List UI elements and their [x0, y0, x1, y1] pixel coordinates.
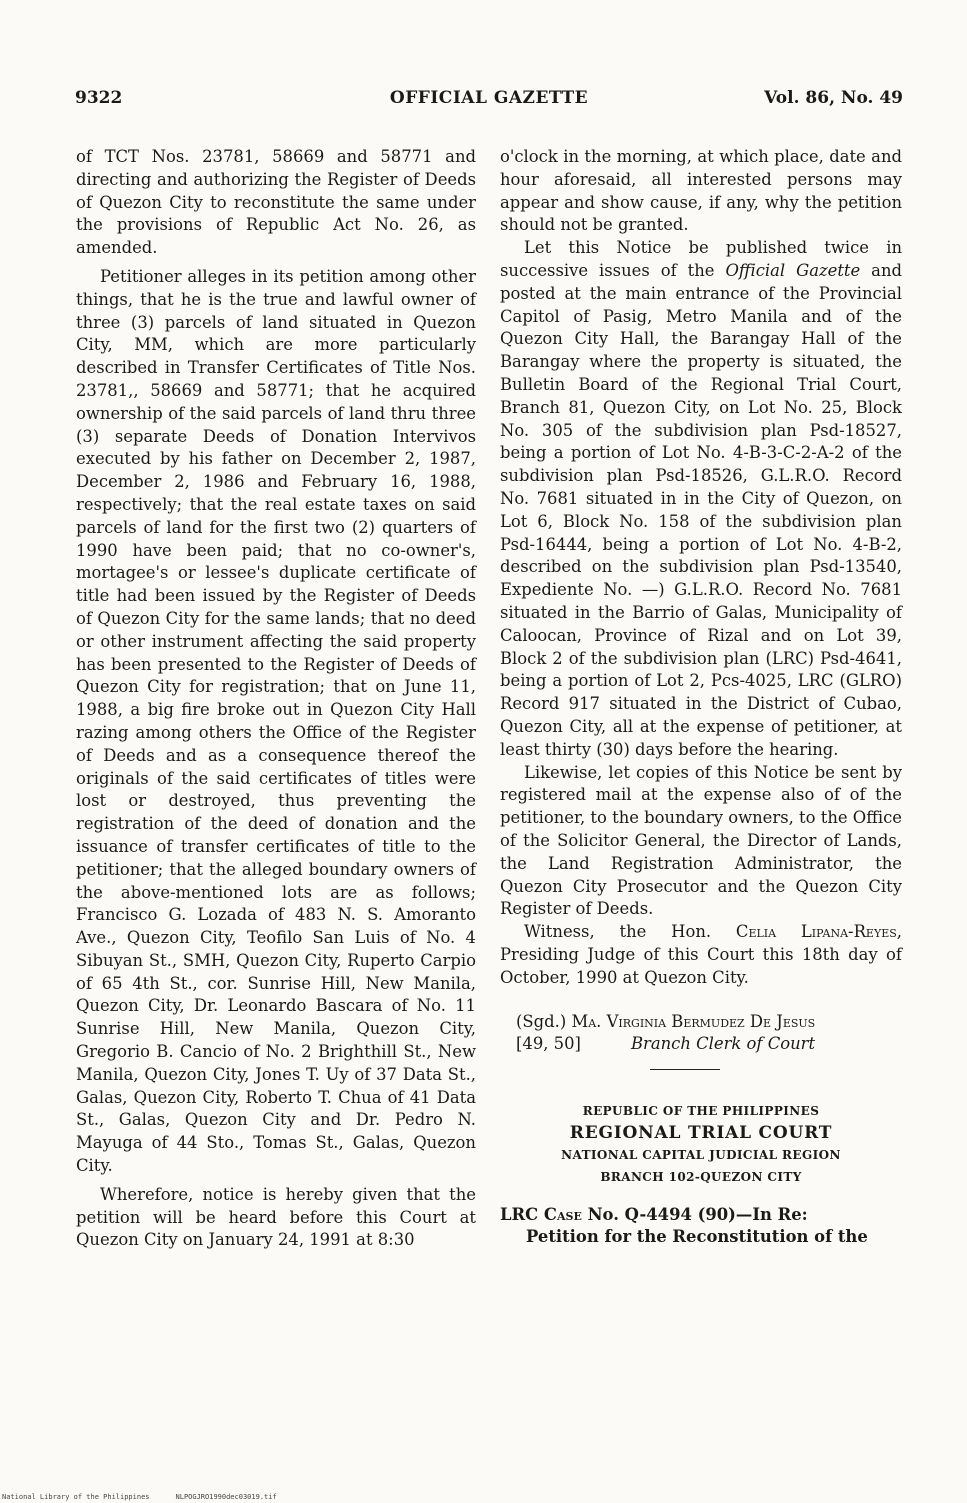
left-paragraph-3: Wherefore, notice is hereby given that the petition will be heard before this Court at Quezon City on January 24, 1991 at 8:30 — [76, 1184, 476, 1250]
issue-ref: [49, 50] — [516, 1034, 581, 1054]
court-heading-line-1: REPUBLIC OF THE PHILIPPINES — [582, 1104, 820, 1119]
section-divider — [650, 1069, 720, 1070]
publication-title: OFFICIAL GAZETTE — [389, 88, 589, 108]
clerk-name: Ma. Virginia Bermudez De Jesus — [571, 1012, 816, 1032]
left-paragraph-2: Petitioner alleges in its petition among other things, that he is the true and lawful owner of three (3) parcels of land situated in Quezon City, MM, which are more particularly described in Transfer Certificates of Title Nos. 23781,, 58669 and 58771; that he acquired ownership of the said parcels of land thru three (3) separate Deeds of Donation Intervivos executed by his father on December 2, 1987, December 2, 1986 and February 16, 1988, respectively; that the real estate taxes on said parcels of land for the first two (2) quarters of 1990 have been paid; that no co-owner's, mortagee's or lessee's duplicate certificate of title had been issued by the Register of Deeds of Quezon City for the same lands; that no deed or other instrument affecting the said property has been presented to the Register of Deeds of Quezon City for registration; that on June 11, 1988, a big fire broke out in Quezon City Hall razing among others the Office of the Register of Deeds and as a consequence thereof the originals of the said certificates of titles were lost or destroyed, thus preventing the registration of the deed of donation and the issuance of transfer certificates of title to the petitioner; that the alleged boundary owners of the above-mentioned lots are as follows; Francisco G. Lozada of 483 N. S. Amoranto Ave., Quezon City, Teofilo San Luis of No. 4 Sibuyan St., SMH, Quezon City, Ruperto Carpio of 65 4th St., cor. Sunrise Hill, New Manila, Quezon City, Dr. Leonardo Bascara of No. 11 Sunrise Hill, New Manila, Quezon City, Gregorio B. Cancio of No. 2 Brighthill St., New Manila, Quezon City, Jones T. Uy of 37 Data St., Galas, Quezon City, Roberto T. Chua of 41 Data St., Galas, Quezon City and Dr. Pedro N. Mayuga of 44 Sto., Tomas St., Galas, Quezon City. — [76, 266, 476, 1176]
right-paragraph-3: Likewise, let copies of this Notice be sent by registered mail at the expense also of of the petitioner, to the boundary owners, to the Office of the Solicitor General, the Director of Lands, the Land Registration Administrator, the Quezon City Prosecutor and the Quezon City Register of Deeds. — [500, 762, 902, 919]
volume-number: Vol. 86, No. 49 — [764, 88, 903, 108]
right-column — [500, 146, 902, 1248]
right-paragraph-1: o'clock in the morning, at which place, date and hour aforesaid, all interested persons may appear and show cause, if any, why the petition should not be granted. — [500, 147, 902, 235]
witness-text-a: Witness, the Hon. — [524, 922, 736, 942]
publication-text-b: and posted at the main entrance of the Provincial Capitol of Pasig, Metro Manila and of the Quezon City Hall, the Barangay Hall of the Barangay where the property is situated, the Bulletin Board of the Regional Trial Court, Branch 81, Quezon City, on Lot No. 25, Block No. 305 of the subdivision plan Psd-18527, being a portion of Lot No. 4-B-3-C-2-A-2 of the subdivision plan Psd-18526, G.L.R.O. Record No. 7681 situated in in the City of Quezon, on Lot 6, Block No. 158 of the subdivision plan Psd-16444, being a portion of Lot No. 4-B-2, described on the subdivision plan Psd-13540, Expediente No. —) G.L.R.O. Record No. 7681 situated in the Barrio of Galas, Municipality of Caloocan, Province of Rizal and on Lot 39, Block 2 of the subdivision plan (LRC) Psd-4641, being a portion of Lot 2, Pcs-4025, LRC (GLRO) Record 917 situated in the District of Cubao, Quezon City, all at the expense of petitioner, at least thirty (30) days before the hearing. — [500, 260, 903, 759]
file-id: NLPOGJRO1990dec03019.tif — [175, 1493, 277, 1501]
case-prefix: LRC — [500, 1205, 539, 1225]
page-number: 9322 — [75, 88, 123, 108]
right-paragraph-2 — [500, 237, 902, 761]
signed-mark: (Sgd.) — [516, 1012, 567, 1032]
gazette-name: Official Gazette — [725, 260, 861, 280]
court-heading-line-3: NATIONAL CAPITAL JUDICIAL REGION — [561, 1148, 841, 1163]
library-credit: National Library of the Philippines — [2, 1493, 150, 1501]
publication-text-a: Let this Notice be published twice in successive issues of the — [500, 238, 902, 280]
left-paragraph-1: of TCT Nos. 23781, 58669 and 58771 and directing and authorizing the Register of Deeds of Quezon City to reconstitute the same under the provisions of Republic Act No. 26, as amended. — [76, 147, 476, 258]
case-word: Case — [543, 1205, 582, 1225]
left-column — [76, 146, 476, 1252]
case-title-line: Petition for the Reconstitution of the — [526, 1227, 868, 1247]
right-paragraph-4 — [500, 921, 902, 989]
case-number: No. Q-4494 (90)—In Re: — [587, 1205, 808, 1225]
witness-text-b: , Presiding Judge of this Court this 18th day of October, 1990 at Quezon City. — [500, 922, 902, 987]
court-heading — [500, 1100, 902, 1188]
scan-footer — [2, 1493, 277, 1501]
judge-name: Celia Lipana-Reyes — [735, 922, 897, 942]
clerk-role: Branch Clerk of Court — [630, 1034, 816, 1054]
case-heading — [500, 1204, 902, 1248]
court-heading-line-2: REGIONAL TRIAL COURT — [569, 1123, 833, 1144]
page-header — [75, 88, 903, 112]
court-heading-line-4: BRANCH 102-QUEZON CITY — [600, 1170, 802, 1185]
signature-block — [500, 1011, 902, 1055]
